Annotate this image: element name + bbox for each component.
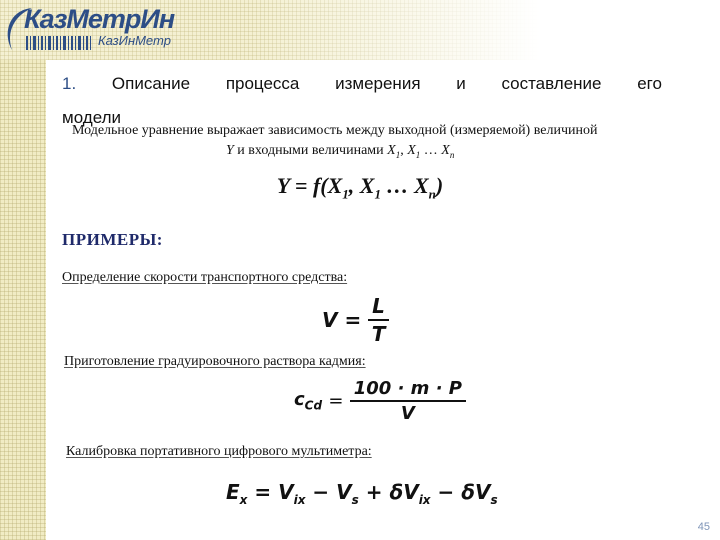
fraction	[350, 378, 466, 424]
heading-word: его	[637, 74, 662, 93]
model-description	[72, 121, 696, 165]
examples-heading: ПРИМЕРЫ:	[62, 230, 163, 249]
comma: ,	[400, 143, 408, 158]
numerator: 100 · m · P	[350, 378, 466, 402]
eq-sub: 1	[342, 186, 349, 202]
formula-multimeter	[226, 480, 498, 507]
formula-lhs	[294, 389, 323, 413]
var-x: X	[407, 143, 416, 158]
formula-speed	[322, 294, 389, 346]
description-line-2	[72, 141, 696, 165]
numerator: L	[368, 294, 389, 321]
eq-sub: n	[428, 186, 436, 202]
logo-sub-text: КазИнМетр	[98, 33, 171, 48]
heading-number: 1.	[62, 74, 77, 93]
heading-continuation: модели	[62, 108, 121, 127]
formula-part: = V	[247, 480, 294, 504]
heading-word: процесса	[225, 74, 300, 93]
page-number: 45	[697, 521, 710, 533]
heading-word: составление	[501, 74, 602, 93]
formula-part: − δV	[430, 480, 491, 504]
formula-sub: ix	[293, 493, 306, 507]
example-label-speed: Определение скорости транспортного средства:	[62, 270, 348, 285]
var-x: X	[387, 143, 396, 158]
lhs-main: c	[294, 389, 305, 411]
equals-sign: =	[328, 390, 344, 412]
eq-part: , X	[348, 173, 375, 198]
var-x: X	[441, 143, 450, 158]
formula-sub: s	[351, 493, 359, 507]
eq-part: )	[435, 173, 444, 198]
denominator: V	[400, 403, 415, 424]
logo	[2, 2, 202, 58]
heading-word: Описание	[111, 74, 191, 93]
formula-sub: x	[239, 493, 248, 507]
example-label-multimeter: Калибровка портативного цифрового мультиметра:	[66, 444, 372, 459]
formula-sub: ix	[418, 493, 431, 507]
logo-main-text: КазМетрИн	[24, 4, 175, 34]
formula-part: E	[226, 480, 240, 504]
formula-part: + δV	[358, 480, 419, 504]
eq-part: Y = f(X	[276, 173, 343, 198]
formula-part: − V	[305, 480, 352, 504]
section-heading	[62, 74, 662, 94]
sub-n: n	[449, 149, 455, 160]
formula-lhs: V =	[322, 308, 362, 332]
heading-word: и	[456, 74, 466, 93]
sub-1: 1	[415, 149, 421, 160]
formula-sub: s	[490, 493, 498, 507]
denominator: T	[371, 322, 386, 346]
eq-part: … X	[380, 173, 429, 198]
example-label-cadmium: Приготовление градуировочного раствора кадмия:	[64, 354, 366, 369]
description-line-1: Модельное уравнение выражает зависимость между выходной (измеряемой) величиной	[72, 123, 598, 138]
var-y: Y	[226, 143, 234, 158]
dots: …	[420, 143, 442, 158]
decorative-left-texture	[0, 0, 46, 540]
formula-cadmium	[294, 378, 466, 424]
heading-word: измерения	[335, 74, 421, 93]
fraction	[368, 294, 389, 346]
logo-barcode-icon	[26, 36, 96, 50]
lhs-sub: Cd	[304, 398, 323, 413]
line2-text: и входными величинами	[233, 143, 388, 158]
sub-1: 1	[395, 149, 401, 160]
eq-sub: 1	[374, 186, 381, 202]
model-equation	[0, 173, 720, 202]
